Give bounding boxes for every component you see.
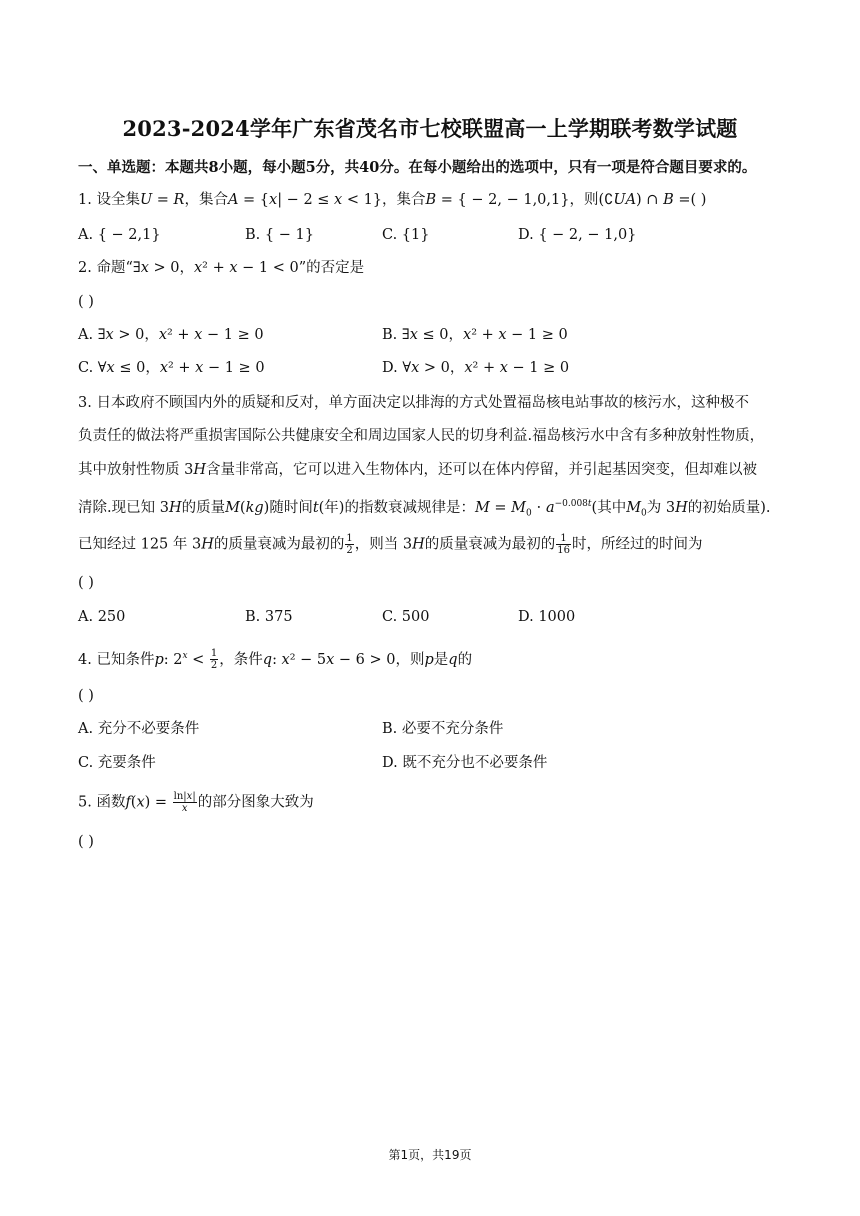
q4-option-d: D. 既不充分也不必要条件 [382, 755, 548, 771]
q4-option-b: B. 必要不充分条件 [382, 721, 504, 737]
question-2-stem: 2. 命题“∃𝑥 > 0，𝑥² + 𝑥 − 1 < 0”的否定是 [78, 260, 365, 276]
q5-stem-a: 5. 函数𝑓(𝑥) = [78, 794, 172, 811]
q4-exponent: 𝑥 [182, 651, 188, 661]
q4-stem-b: < [187, 651, 209, 668]
q3-line-1: 3. 日本政府不顾国内外的质疑和反对，单方面决定以排海的方式处置福岛核电站事故的核污水，这种极不 [78, 395, 749, 411]
q3-sub-zero-2: 0 [641, 508, 647, 519]
q3-answer-paren: ( ) [78, 575, 94, 591]
question-1-stem: 1. 设全集𝑈 = 𝑅，集合𝐴 = {𝑥| − 2 ≤ 𝑥 < 1}，集合𝐵 = { − 2, − 1,0,1}，则(∁𝑈𝐴) ∩ 𝐵 =( ) [78, 192, 707, 208]
fraction-denominator: 2 [210, 660, 218, 672]
q3-line-2: 负责任的做法将严重损害国际公共健康安全和周边国家人民的切身利益.福岛核污水中含有多种放射性物质， [78, 428, 765, 444]
fraction-ln-abs-x-over-x [173, 791, 197, 814]
q3-line-5-text-a: 已知经过 125 年 3𝐻的质量衰减为最初的 [78, 536, 345, 553]
q3-option-b: B. 375 [245, 609, 293, 625]
fraction-denominator: 2 [346, 545, 353, 556]
q5-stem-b: 的部分图象大致为 [197, 794, 314, 811]
q3-line-4-dot: ⋅ 𝑎 [531, 499, 555, 516]
q3-option-d: D. 1000 [518, 609, 576, 625]
q3-option-c: C. 500 [382, 609, 430, 625]
q4-option-a: A. 充分不必要条件 [78, 721, 200, 737]
q4-stem-c: ，条件𝑞: 𝑥² − 5𝑥 − 6 > 0，则𝑝是𝑞的 [219, 651, 473, 668]
fraction-denominator: 16 [557, 545, 570, 556]
q1-option-b: B. { − 1} [245, 227, 314, 243]
q3-sub-zero: 0 [526, 508, 532, 519]
q1-option-c: C. {1} [382, 227, 430, 243]
question-5-stem [78, 791, 314, 814]
q4-stem-a: 4. 已知条件𝑝: 2 [78, 651, 183, 668]
q2-answer-paren: ( ) [78, 294, 94, 310]
q3-line-4 [78, 494, 771, 524]
fraction-numerator: 1 [556, 533, 571, 545]
q3-line-3: 其中放射性物质 3𝐻含量非常高，它可以进入生物体内，还可以在体内停留，并引起基因突变，但却难以被 [78, 462, 757, 478]
q4-option-c: C. 充要条件 [78, 755, 156, 771]
q2-option-a: A. ∃𝑥 > 0，𝑥² + 𝑥 − 1 ≥ 0 [78, 327, 264, 343]
q3-line-5-text-b: ，则当 3𝐻的质量衰减为最初的 [354, 536, 556, 553]
q2-option-b: B. ∃𝑥 ≤ 0，𝑥² + 𝑥 − 1 ≥ 0 [382, 327, 568, 343]
fraction-numerator: 1 [346, 533, 353, 544]
fraction-numerator: 1 [210, 648, 218, 660]
q3-line-4-text: 清除.现已知 3𝐻的质量𝑀(𝑘𝑔)随时间𝑡(年)的指数衰减规律是：𝑀 = 𝑀 [78, 499, 527, 516]
q3-line-4-paren: (其中𝑀 [591, 499, 642, 516]
q1-option-a: A. { − 2,1} [78, 227, 161, 243]
q5-answer-paren: ( ) [78, 834, 94, 850]
q3-exponent: −0.008𝑡 [554, 499, 592, 509]
fraction-one-sixteenth [556, 533, 571, 556]
q2-option-d: D. ∀𝑥 > 0，𝑥² + 𝑥 − 1 ≥ 0 [382, 360, 570, 376]
q4-answer-paren: ( ) [78, 688, 94, 704]
section-heading: 一、单选题：本题共8小题，每小题5分，共40分。在每小题给出的选项中，只有一项是符合题目要求的。 [78, 159, 757, 176]
fraction-numerator: ln|𝑥| [173, 791, 196, 802]
fraction-denominator: 𝑥 [181, 803, 188, 814]
q3-option-a: A. 250 [78, 609, 126, 625]
fraction-one-half [345, 533, 353, 556]
q1-option-d: D. { − 2, − 1,0} [518, 227, 637, 243]
q3-line-4-end: 为 3𝐻的初始质量). [646, 499, 771, 516]
page-footer: 第1页，共19页 [388, 1148, 472, 1162]
fraction-one-half [210, 648, 218, 671]
q2-option-c: C. ∀𝑥 ≤ 0，𝑥² + 𝑥 − 1 ≥ 0 [78, 360, 265, 376]
exam-title: 2023-2024学年广东省茂名市七校联盟高一上学期联考数学试题 [122, 116, 738, 141]
question-4-stem [78, 646, 472, 671]
q3-line-5 [78, 533, 702, 556]
q3-line-5-text-c: 时，所经过的时间为 [571, 536, 703, 553]
